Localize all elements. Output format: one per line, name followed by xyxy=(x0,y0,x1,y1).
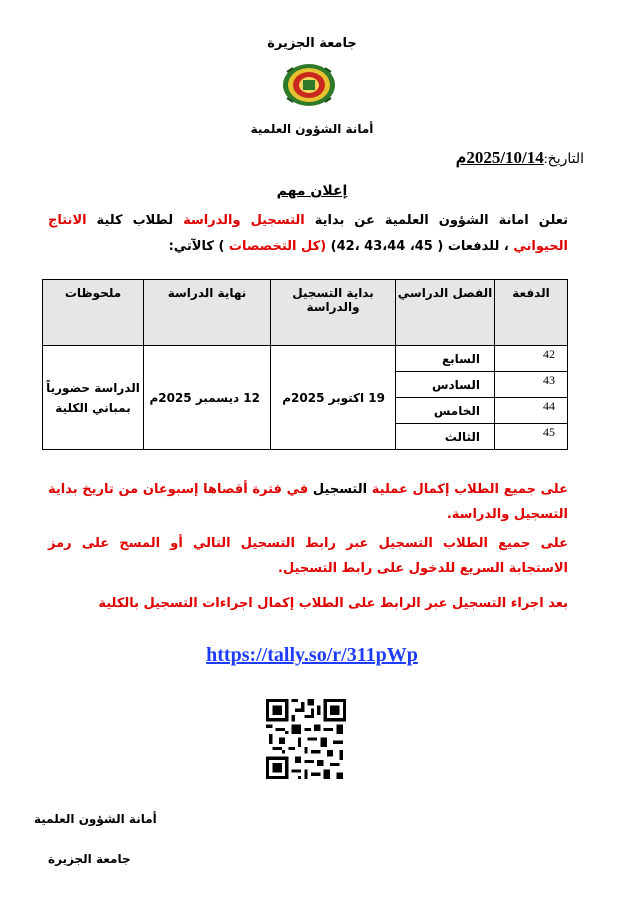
header-start: بداية التسجيل والدراسة xyxy=(271,280,396,346)
header-batch: الدفعة xyxy=(495,280,568,346)
intro-text-3: ، للدفعات ( 45، 43،44 ،42) xyxy=(326,239,514,254)
table-row xyxy=(43,346,568,372)
header-notes: ملحوظات xyxy=(43,280,144,346)
intro-text-2: لطلاب كلية xyxy=(86,213,184,228)
university-name: جامعة الجزيرة xyxy=(267,36,357,51)
announcement-heading: إعلان مهم xyxy=(276,183,348,199)
department-name: أمانة الشؤون العلمية xyxy=(250,122,374,136)
intro-paragraph xyxy=(48,208,568,260)
semester-cell: الثالث xyxy=(396,424,495,450)
date-value: 2025/10/14 xyxy=(466,148,544,167)
notice-1-text-a: على جميع الطلاب إكمال عملية xyxy=(371,482,568,497)
notice-paragraph-1 xyxy=(48,477,568,527)
semester-cell: السادس xyxy=(396,372,495,398)
header-semester: الفصل الدراسي xyxy=(396,280,495,346)
start-date-cell: 19 اكتوبر 2025م xyxy=(271,346,396,450)
batch-cell: 43 xyxy=(495,372,568,398)
notice-paragraph-2: على جميع الطلاب التسجيل عبر رابط التسجيل التالي أو المسح على رمز الاستجابة السريع للدخول على رابط التسجيل. xyxy=(48,536,568,576)
intro-highlight-1: التسجيل والدراسة xyxy=(183,213,305,228)
notice-1-text-b: التسجيل xyxy=(308,482,372,497)
semester-cell: السابع xyxy=(396,346,495,372)
intro-highlight-2: الانتاج الحيواني xyxy=(48,213,568,254)
intro-text-1: تعلن امانة الشؤون العلمية عن بداية xyxy=(304,213,568,228)
batch-cell: 44 xyxy=(495,398,568,424)
registration-link[interactable]: https://tally.so/r/311pWp xyxy=(206,644,418,666)
notice-paragraph-3: بعد اجراء التسجيل عبر الرابط على الطلاب إكمال اجراءات التسجيل بالكلية xyxy=(98,596,568,611)
header-end: نهاية الدراسة xyxy=(144,280,271,346)
qr-code-icon[interactable] xyxy=(266,699,346,779)
semester-cell: الخامس xyxy=(396,398,495,424)
notice-1-text-c: في فترة أقصاها إسبوعان من تاريخ بداية التسجيل والدراسة. xyxy=(48,482,568,522)
end-date-cell: 12 ديسمبر 2025م xyxy=(144,346,271,450)
intro-highlight-3: (كل التخصصات xyxy=(228,239,327,254)
intro-text-4: ) كالآتي: xyxy=(168,239,229,254)
table-header-row xyxy=(43,280,568,346)
batch-cell: 42 xyxy=(495,346,568,372)
notes-cell: الدراسة حضورياً بمباني الكلية xyxy=(43,346,144,450)
date-suffix: م xyxy=(455,148,467,167)
schedule-table xyxy=(42,279,568,450)
date-label: التاريخ: xyxy=(543,152,584,167)
signature-department: أمانة الشؤون العلمية xyxy=(34,812,157,826)
signature-university: جامعة الجزيرة xyxy=(48,852,131,866)
date-line xyxy=(456,148,584,168)
batch-cell: 45 xyxy=(495,424,568,450)
university-logo-icon xyxy=(281,62,337,108)
